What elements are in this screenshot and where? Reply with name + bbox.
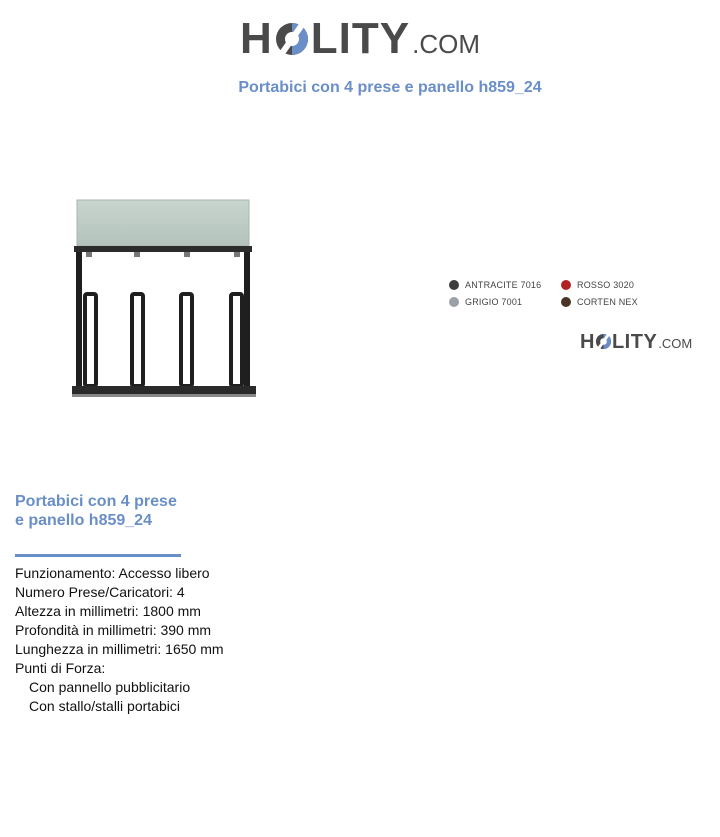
product-image: [68, 196, 260, 402]
color-option: [449, 280, 561, 290]
color-row: [449, 293, 679, 310]
title-divider: [15, 554, 181, 557]
color-options: [449, 276, 679, 310]
color-option: [449, 297, 561, 307]
product-title: Portabici con 4 prese e panello h859_24: [15, 493, 177, 529]
spec-punto-item: Con pannello pubblicitario: [29, 679, 191, 695]
spec-punti-label: Punti di Forza:: [15, 660, 106, 676]
logo-text-left: H: [580, 331, 595, 353]
color-label: GRIGIO 7001: [465, 296, 523, 307]
spec-funzionamento: Funzionamento: Accesso libero: [15, 565, 210, 581]
logo-text-right: LITY: [310, 14, 411, 63]
brand-logo-small: [580, 331, 692, 354]
color-dot-icon: [449, 280, 459, 290]
spec-profondita: Profondità in millimetri: 390 mm: [15, 622, 212, 638]
color-label: ANTRACITE 7016: [465, 279, 542, 290]
brand-logo[interactable]: [240, 14, 480, 64]
color-label: ROSSO 3020: [577, 279, 635, 290]
spec-punto-item: Con stallo/stalli portabici: [29, 698, 180, 714]
color-row: [449, 276, 679, 293]
logo-text-right: LITY: [611, 331, 658, 353]
spec-prese: Numero Prese/Caricatori: 4: [15, 584, 185, 600]
logo-suffix: .COM: [658, 336, 693, 351]
logo-o-icon: [274, 21, 310, 57]
logo-text-left: H: [240, 14, 273, 63]
logo-o-icon: [595, 333, 612, 350]
logo-suffix: .COM: [412, 29, 480, 59]
color-dot-icon: [561, 280, 571, 290]
product-specs: [15, 564, 224, 716]
color-label: CORTEN NEX: [577, 296, 638, 307]
spec-altezza: Altezza in millimetri: 1800 mm: [15, 603, 201, 619]
color-dot-icon: [449, 297, 459, 307]
color-option: [561, 297, 673, 307]
spec-lunghezza: Lunghezza in millimetri: 1650 mm: [15, 641, 224, 657]
page-title: Portabici con 4 prese e panello h859_24: [238, 79, 542, 96]
color-option: [561, 280, 673, 290]
color-dot-icon: [561, 297, 571, 307]
